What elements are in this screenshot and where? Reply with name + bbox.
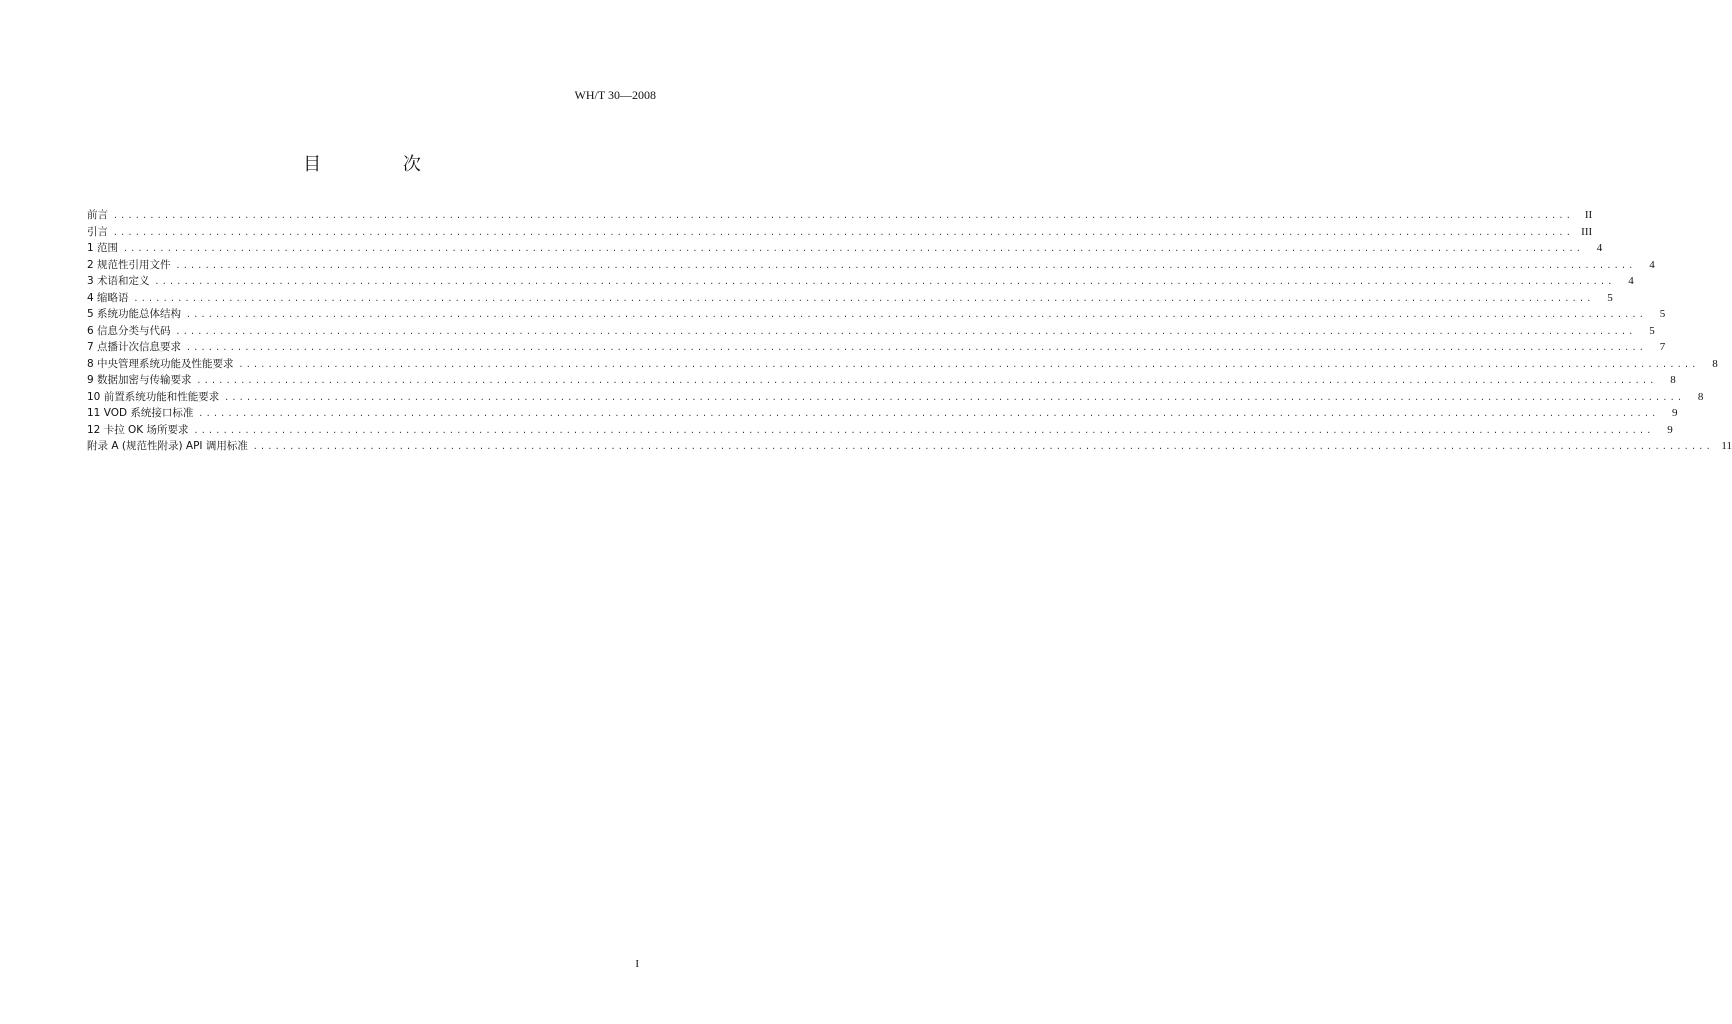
toc-entry[interactable]	[87, 438, 1732, 455]
toc-dot-leader: ........................................................................................................................................................................................................	[238, 360, 1699, 370]
toc-entry-page: 5	[1659, 308, 1666, 320]
toc-entry-page: 4	[1649, 258, 1655, 271]
standard-code: WH/T 30—2008	[574, 88, 656, 102]
toc-entry[interactable]	[87, 389, 1704, 406]
toc-entry-label: 引言	[87, 225, 108, 238]
toc-entry[interactable]	[87, 356, 1718, 373]
toc-entry[interactable]	[87, 224, 1593, 241]
toc-dot-leader: ........................................................................................................................................................................................................	[186, 311, 1647, 320]
toc-entry-label: 7 点播计次信息要求	[87, 341, 182, 353]
toc-entry[interactable]	[87, 405, 1678, 422]
toc-entry-label: 1 范围	[87, 242, 119, 254]
toc-entry-page: 9	[1667, 423, 1673, 436]
toc-dot-leader: ........................................................................................................................................................................................................	[113, 212, 1574, 221]
toc-entry-label: 5 系统功能总体结构	[87, 308, 182, 320]
toc-entry-label: 4 缩略语	[87, 291, 129, 304]
toc-entry-page: 7	[1659, 341, 1666, 353]
toc-entry-label: 9 数据加密与传输要求	[87, 374, 192, 386]
toc-dot-leader: ........................................................................................................................................................................................................	[133, 294, 1594, 304]
toc-title: 目 次	[303, 154, 459, 175]
toc-dot-leader: ........................................................................................................................................................................................................	[252, 443, 1713, 452]
toc-entry-page: 5	[1607, 291, 1613, 304]
toc-dot-leader: ........................................................................................................................................................................................................	[113, 228, 1574, 238]
toc-entry-label: 附录 A (规范性附录) API 调用标准	[87, 440, 248, 452]
toc-dot-leader: ........................................................................................................................................................................................................	[224, 393, 1685, 403]
toc-entry[interactable]	[87, 306, 1666, 323]
toc-entry-label: 2 规范性引用文件	[87, 258, 171, 271]
toc-entry-page: 8	[1712, 357, 1718, 370]
toc-dot-leader: ........................................................................................................................................................................................................	[175, 327, 1636, 337]
toc-entry[interactable]	[87, 339, 1666, 356]
toc-entry[interactable]	[87, 273, 1634, 290]
toc-entry-label: 12 卡拉 OK 场所要求	[87, 423, 189, 436]
toc-dot-leader: ........................................................................................................................................................................................................	[196, 377, 1657, 386]
toc-entry-page: 5	[1649, 324, 1655, 337]
toc-entry[interactable]	[87, 207, 1593, 224]
toc-entry-page: II	[1584, 209, 1593, 221]
toc-entry-page: 9	[1672, 407, 1678, 419]
page-number: I	[635, 958, 639, 970]
table-of-contents	[87, 207, 1732, 455]
toc-dot-leader: ........................................................................................................................................................................................................	[186, 344, 1647, 353]
toc-entry[interactable]	[87, 257, 1655, 274]
toc-entry-page: III	[1581, 225, 1593, 238]
toc-entry-label: 6 信息分类与代码	[87, 324, 171, 337]
toc-entry-page: 4	[1596, 242, 1603, 254]
toc-entry-page: 8	[1670, 374, 1676, 386]
toc-entry-label: 3 术语和定义	[87, 275, 150, 287]
toc-entry[interactable]	[87, 240, 1603, 257]
toc-dot-leader: ........................................................................................................................................................................................................	[123, 245, 1584, 254]
toc-dot-leader: ........................................................................................................................................................................................................	[175, 261, 1636, 271]
toc-entry[interactable]	[87, 290, 1613, 307]
toc-entry-label: 8 中央管理系统功能及性能要求	[87, 357, 234, 370]
toc-entry-label: 11 VOD 系统接口标准	[87, 407, 194, 419]
toc-entry[interactable]	[87, 422, 1673, 439]
toc-entry[interactable]	[87, 323, 1655, 340]
toc-entry-page: 8	[1697, 390, 1704, 403]
toc-dot-leader: ........................................................................................................................................................................................................	[198, 410, 1659, 419]
toc-entry-page: 11	[1721, 440, 1732, 452]
toc-dot-leader: ........................................................................................................................................................................................................	[154, 278, 1615, 287]
toc-entry-label: 前言	[87, 209, 108, 221]
toc-entry[interactable]	[87, 372, 1676, 389]
toc-entry-page: 4	[1628, 275, 1634, 287]
toc-dot-leader: ........................................................................................................................................................................................................	[193, 426, 1654, 436]
toc-entry-label: 10 前置系统功能和性能要求	[87, 390, 220, 403]
